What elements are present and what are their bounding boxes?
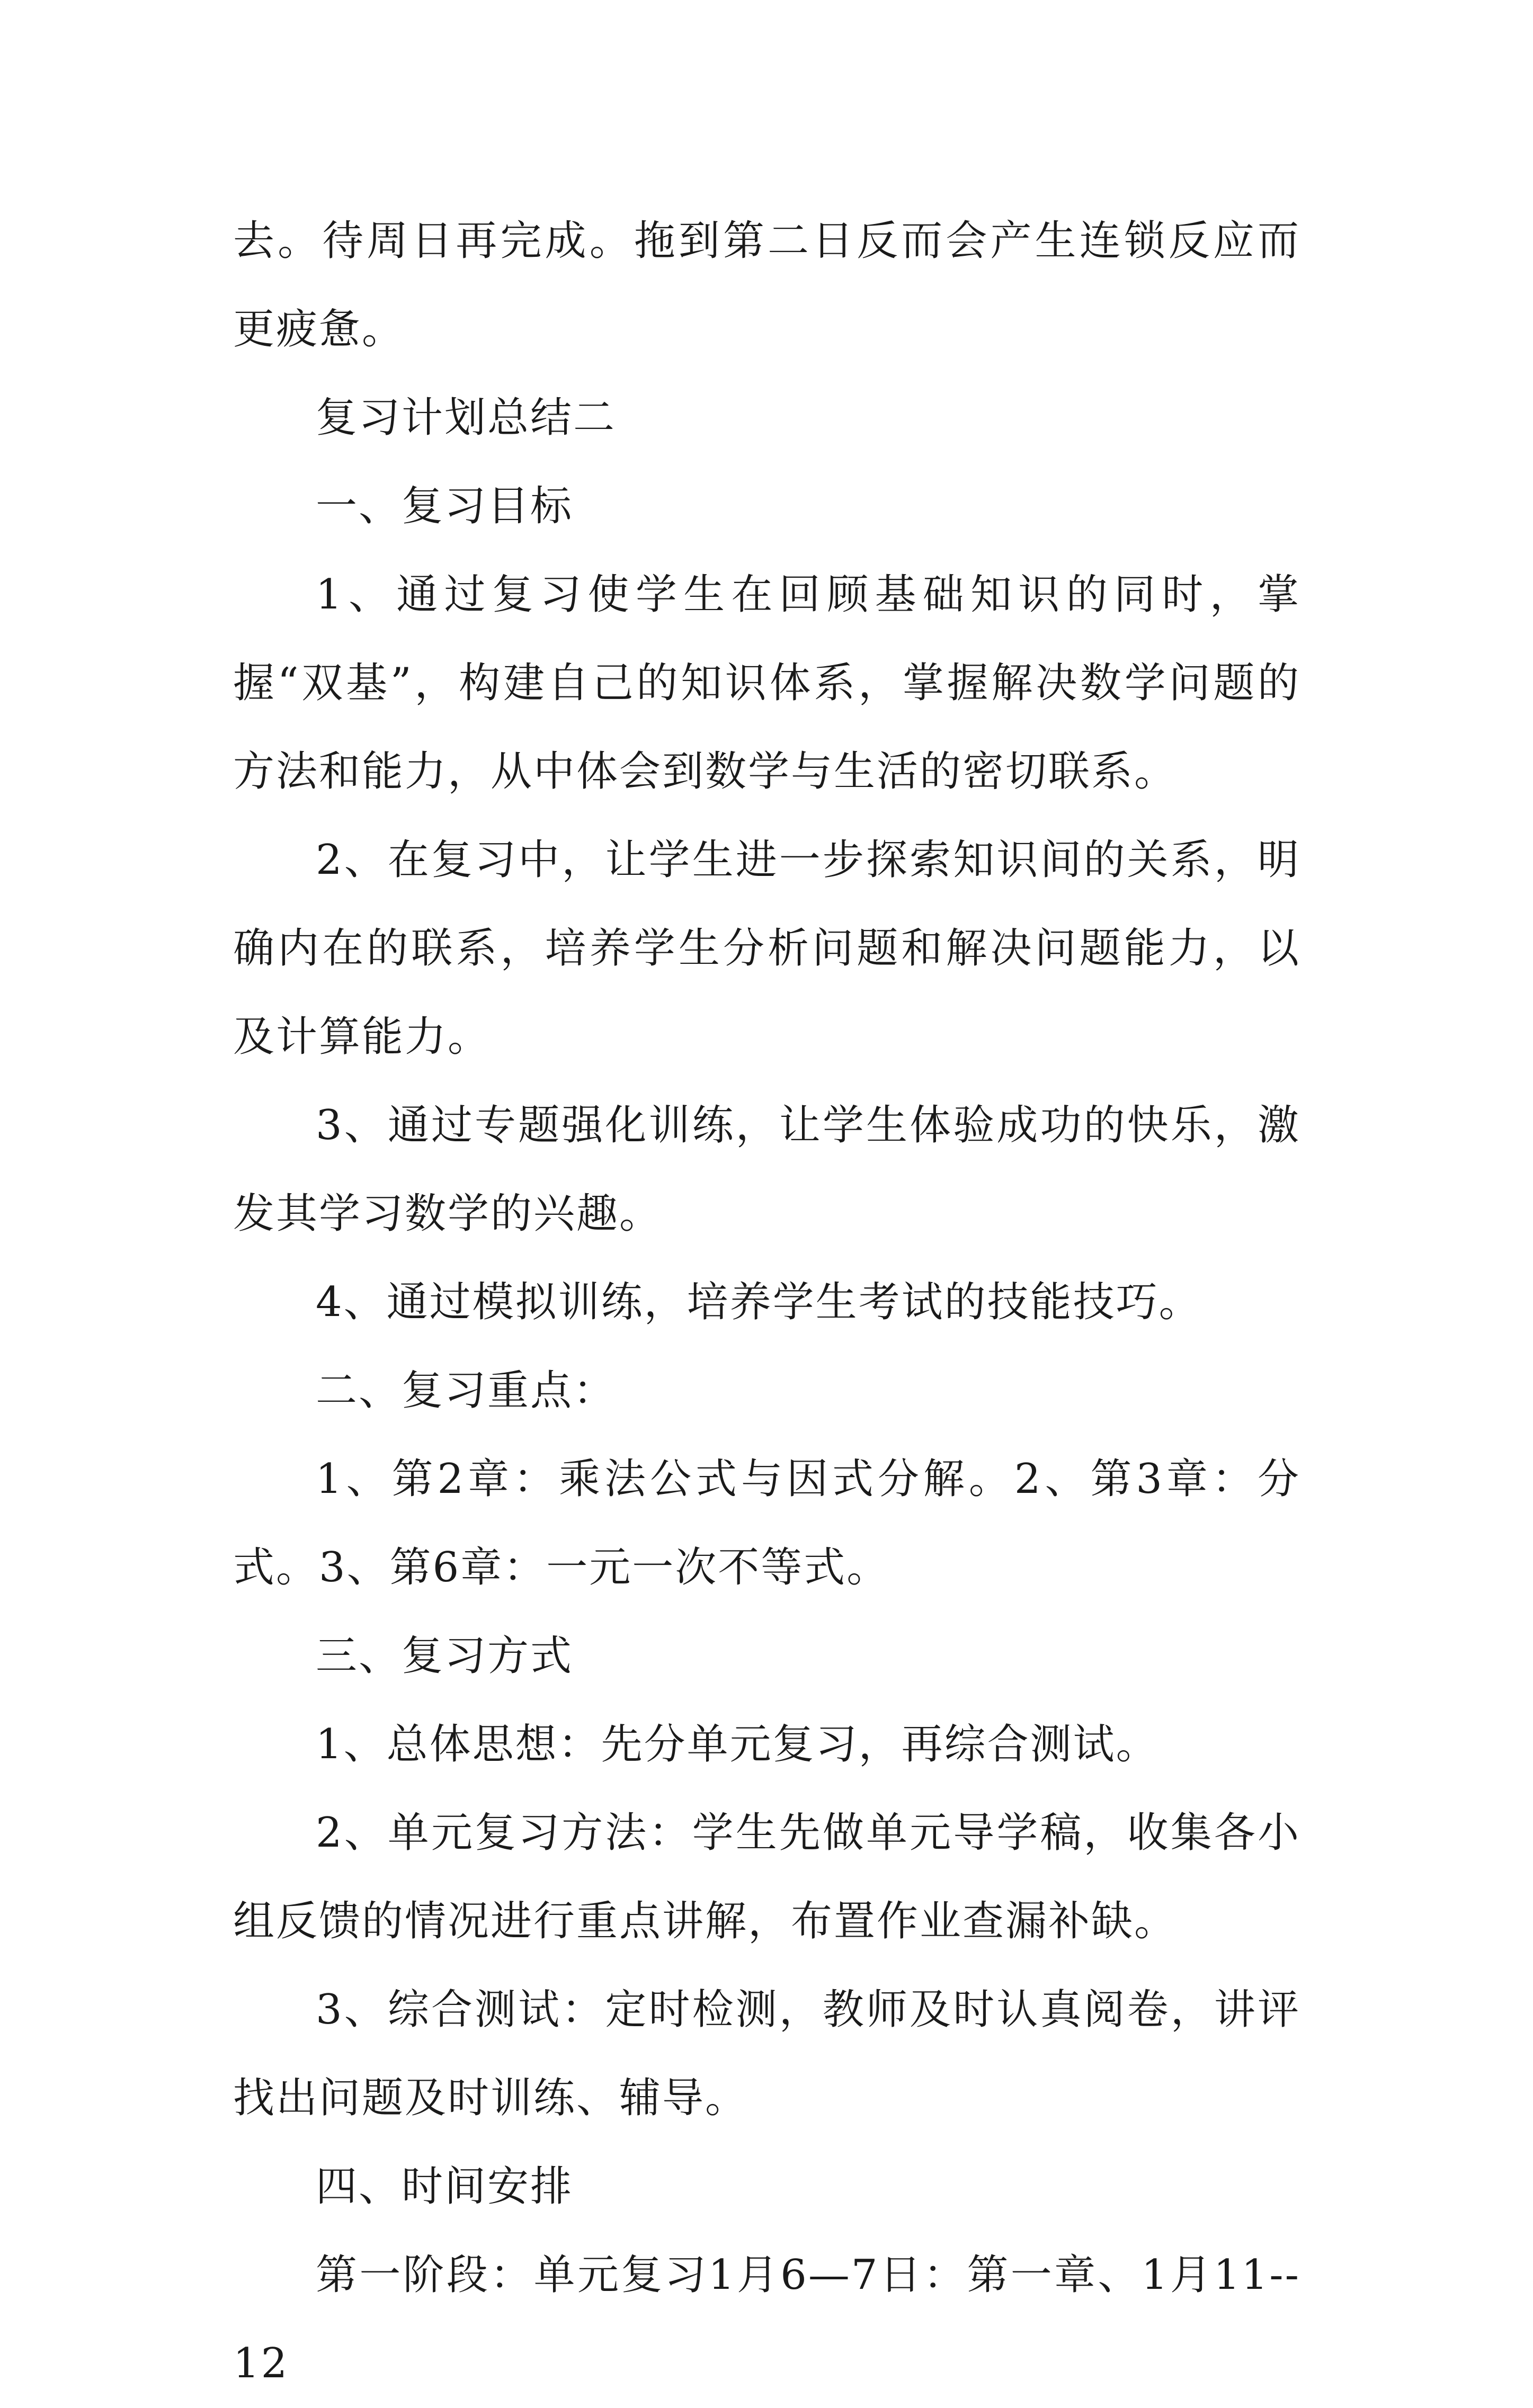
method-item-2: 2、单元复习方法：学生先做单元导学稿，收集各小组反馈的情况进行重点讲解，布置作业查漏补缺。	[233, 1809, 1300, 1945]
paragraph-continuation: 去。待周日再完成。拖到第二日反而会产生连锁反应而更疲惫。	[233, 217, 1300, 353]
goal-item-4: 4、通过模拟训练，培养学生考试的技能技巧。	[316, 1278, 1202, 1326]
schedule-phase-1: 第一阶段：单元复习1月6—7日：第一章、1月11--12	[233, 2251, 1300, 2387]
method-item-3: 3、综合测试：定时检测，教师及时认真阅卷，讲评找出问题及时训练、辅导。	[233, 1986, 1300, 2122]
section-title: 复习计划总结二	[316, 394, 617, 442]
method-item-1: 1、总体思想：先分单元复习，再综合测试。	[316, 1721, 1159, 1768]
goal-item-2: 2、在复习中，让学生进一步探索知识间的关系，明确内在的联系，培养学生分析问题和解决问题能力，以及计算能力。	[233, 836, 1300, 1061]
goal-item-3: 3、通过专题强化训练，让学生体验成功的快乐，激发其学习数学的兴趣。	[233, 1102, 1300, 1238]
focus-chapters: 1、第2章：乘法公式与因式分解。2、第3章：分式。3、第6章：一元一次不等式。	[233, 1455, 1300, 1591]
heading-review-method: 三、复习方式	[316, 1632, 574, 1680]
goal-item-1: 1、通过复习使学生在回顾基础知识的同时，掌握“双基”，构建自己的知识体系，掌握解决数学问题的方法和能力，从中体会到数学与生活的密切联系。	[233, 571, 1300, 795]
document-body	[233, 197, 1300, 2408]
heading-schedule: 四、时间安排	[316, 2163, 574, 2210]
heading-review-focus: 二、复习重点：	[316, 1367, 617, 1415]
heading-review-goals: 一、复习目标	[316, 482, 574, 530]
